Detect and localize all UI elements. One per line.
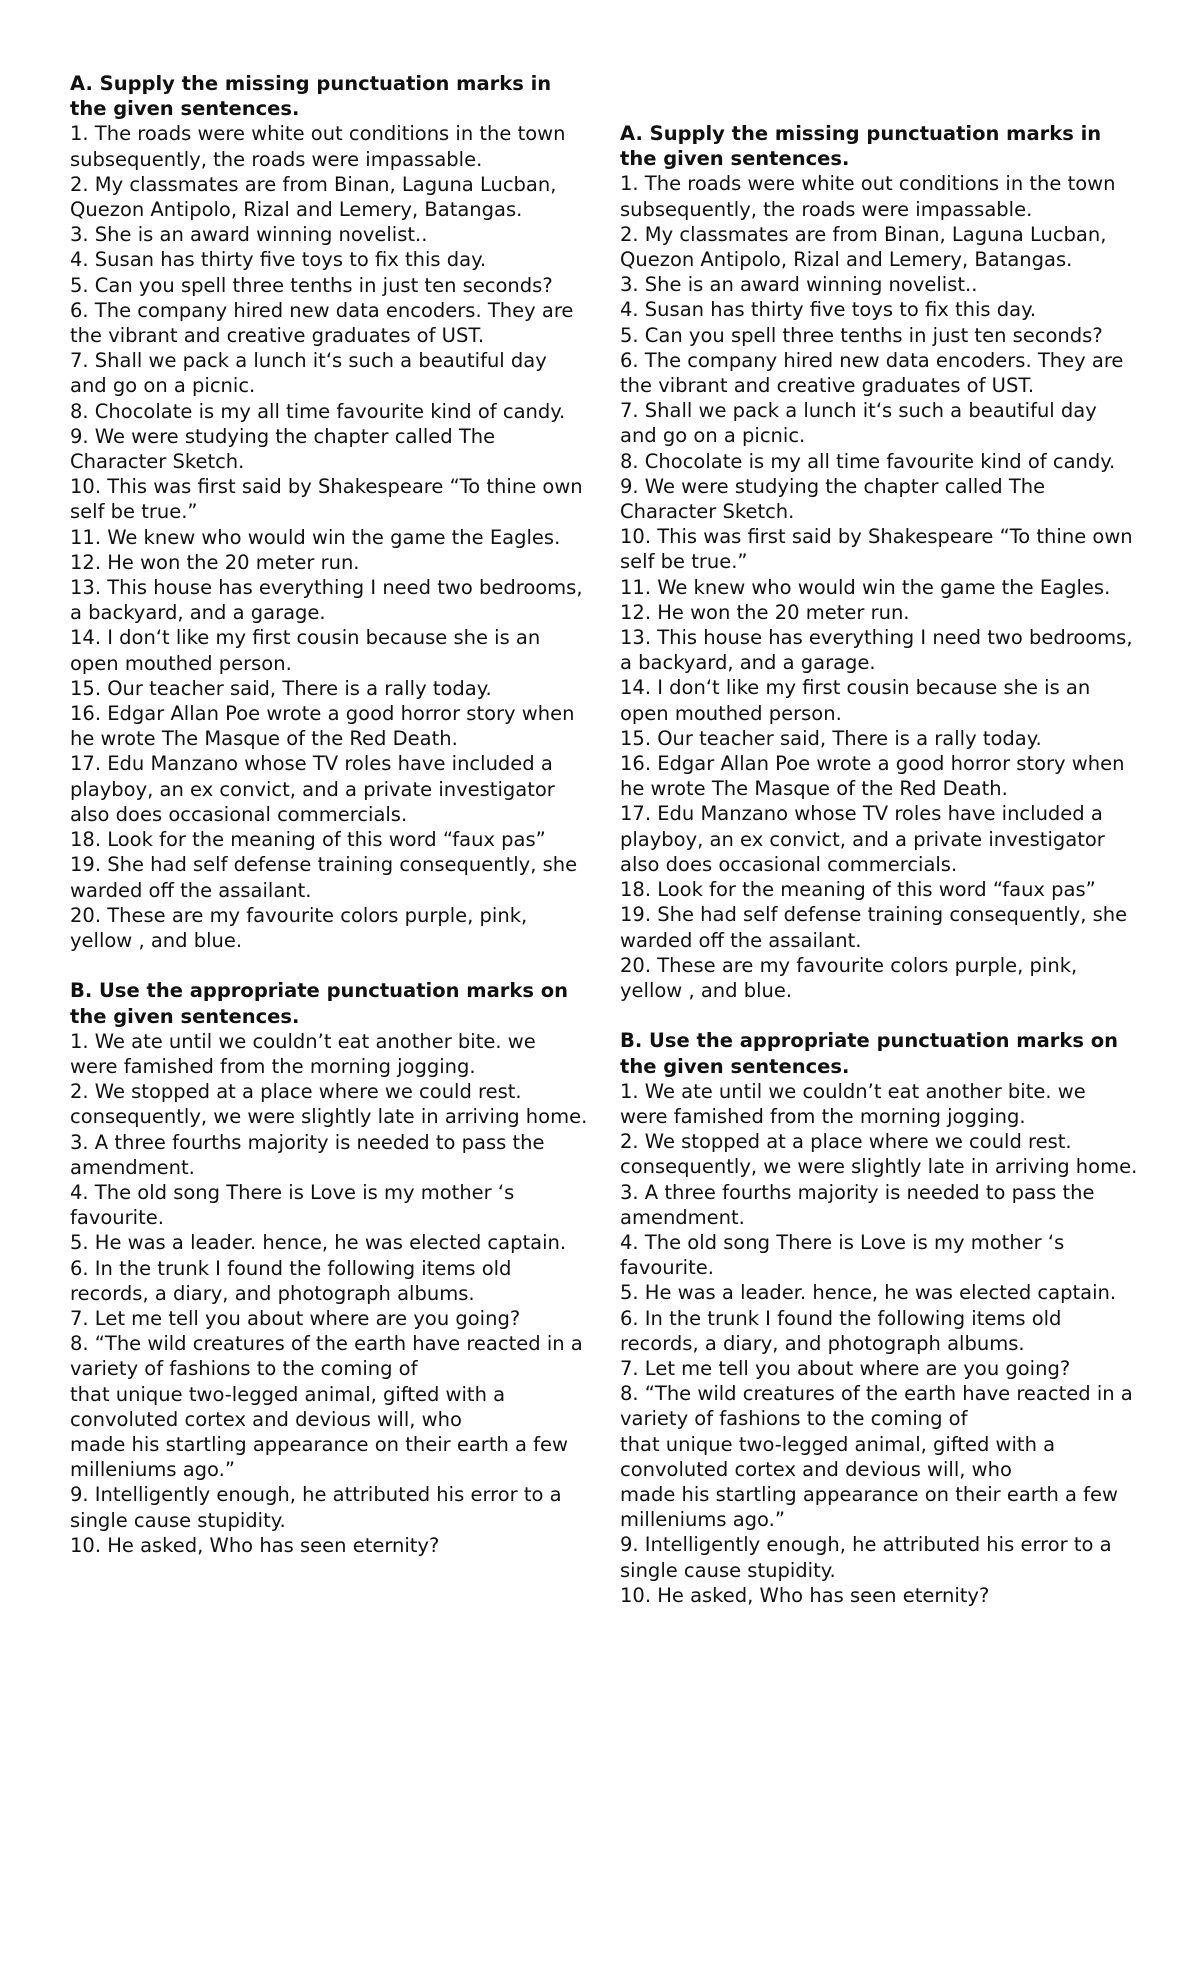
list-item: 18. Look for the meaning of this word “faux pas” xyxy=(620,878,1096,902)
list-item: 10. He asked, Who has seen eternity? xyxy=(70,1533,440,1557)
list-item: 9. Intelligently enough, he attributed his error to a single cause stupidity. xyxy=(70,1483,562,1532)
list-item: 19. She had self defense training consequently, she warded off the assailant. xyxy=(70,853,578,902)
list-item: 5. He was a leader. hence, he was elected captain. xyxy=(620,1281,1117,1305)
list-item: 1. The roads were white out conditions in the town subsequently, the roads were impassable. xyxy=(620,172,1116,221)
list-item: that unique two-legged animal, gifted with a convoluted cortex and devious will, who xyxy=(620,1432,1056,1481)
right-worksheet-column xyxy=(620,121,1138,1608)
list-item: 2. My classmates are from Binan, Laguna Lucban, Quezon Antipolo, Rizal and Lemery, Batangas. xyxy=(70,172,557,222)
list-item: 11. We knew who would win the game the Eagles. xyxy=(620,575,1111,599)
list-item: 5. Can you spell three tenths in just ten seconds? xyxy=(70,273,553,297)
section-b-list xyxy=(70,1029,588,1558)
list-item: 1. We ate until we couldn’t eat another bite. we were famished from the morning jogging. xyxy=(70,1029,536,1078)
list-item: 4. The old song There is Love is my mother ‘s favourite. xyxy=(70,1180,515,1230)
section-spacer xyxy=(70,953,588,978)
list-item: 19. She had self defense training consequently, she warded off the assailant. xyxy=(620,903,1128,952)
list-item: 1. We ate until we couldn’t eat another bite. we were famished from the morning jogging. xyxy=(620,1079,1086,1128)
list-item: 17. Edu Manzano whose TV roles have included a playboy, an ex convict, and a private investigator also does occasional commercials. xyxy=(620,802,1105,876)
list-item: that unique two-legged animal, gifted with a convoluted cortex and devious will, who xyxy=(70,1382,506,1431)
list-item: 7. Let me tell you about where are you going? xyxy=(620,1356,1071,1380)
list-item: 2. We stopped at a place where we could rest. consequently, we were slightly late in arriving home. xyxy=(70,1080,588,1129)
list-item: 3. She is an award winning novelist.. xyxy=(70,223,428,247)
list-item: 8. Chocolate is my all time favourite kind of candy. xyxy=(620,449,1116,473)
list-item: 14. I don‘t like my first cousin because she is an open mouthed person. xyxy=(620,676,1091,725)
list-item: 13. This house has everything I need two bedrooms, a backyard, and a garage. xyxy=(620,626,1133,675)
list-item: 18. Look for the meaning of this word “faux pas” xyxy=(70,828,546,852)
list-item: 6. The company hired new data encoders. They are the vibrant and creative graduates of UST. xyxy=(70,298,574,348)
list-item: 17. Edu Manzano whose TV roles have included a playboy, an ex convict, and a private investigator also does occasional commercials. xyxy=(70,752,555,826)
list-item: 13. This house has everything I need two bedrooms, a backyard, and a garage. xyxy=(70,576,583,625)
list-item: 9. We were studying the chapter called The Character Sketch. xyxy=(70,424,496,474)
list-item: 7. Let me tell you about where are you going? xyxy=(70,1306,521,1330)
list-item: 3. She is an award winning novelist.. xyxy=(620,273,978,297)
list-item: 15. Our teacher said, There is a rally today. xyxy=(70,676,492,700)
section-a-title: A. Supply the missing punctuation marks in the given sentences. xyxy=(620,122,1102,171)
list-item: 8. “The wild creatures of the earth have reacted in a variety of fashions to the coming of xyxy=(620,1382,1133,1431)
left-worksheet-column xyxy=(70,71,588,1558)
list-item: 12. He won the 20 meter run. xyxy=(70,550,360,574)
list-item: 11. We knew who would win the game the Eagles. xyxy=(70,525,561,549)
section-b-title: B. Use the appropriate punctuation marks on the given sentences. xyxy=(70,979,569,1028)
list-item: 20. These are my favourite colors purple, pink, yellow , and blue. xyxy=(70,903,528,952)
list-item: 9. Intelligently enough, he attributed his error to a single cause stupidity. xyxy=(620,1533,1112,1582)
list-item: 16. Edgar Allan Poe wrote a good horror story when he wrote The Masque of the Red Death. xyxy=(70,702,575,751)
section-spacer xyxy=(620,1003,1138,1028)
list-item: 2. We stopped at a place where we could rest. consequently, we were slightly late in arriving home. xyxy=(620,1130,1138,1179)
list-item: 6. The company hired new data encoders. They are the vibrant and creative graduates of UST. xyxy=(620,348,1124,398)
list-item: 16. Edgar Allan Poe wrote a good horror story when he wrote The Masque of the Red Death. xyxy=(620,752,1125,801)
list-item: 7. Shall we pack a lunch it‘s such a beautiful day and go on a picnic. xyxy=(70,349,547,398)
list-item: 3. A three fourths majority is needed to pass the amendment. xyxy=(620,1180,1095,1229)
list-item: 4. The old song There is Love is my mother ‘s favourite. xyxy=(620,1230,1065,1280)
list-item: 15. Our teacher said, There is a rally today. xyxy=(620,726,1042,750)
list-item: 20. These are my favourite colors purple, pink, yellow , and blue. xyxy=(620,953,1078,1002)
list-item: 1. The roads were white out conditions in the town subsequently, the roads were impassable. xyxy=(70,122,566,171)
section-a-list xyxy=(70,121,588,953)
list-item: 4. Susan has thirty five toys to fix this day. xyxy=(620,298,1037,322)
list-item: 8. Chocolate is my all time favourite kind of candy. xyxy=(70,399,566,423)
list-item: 8. “The wild creatures of the earth have reacted in a variety of fashions to the coming of xyxy=(70,1332,583,1381)
list-item: 14. I don‘t like my first cousin because she is an open mouthed person. xyxy=(70,626,541,675)
list-item: 4. Susan has thirty five toys to fix this day. xyxy=(70,248,487,272)
list-item: 7. Shall we pack a lunch it‘s such a beautiful day and go on a picnic. xyxy=(620,399,1097,448)
list-item: 10. This was first said by Shakespeare “To thine own self be true.” xyxy=(620,525,1133,574)
list-item: 10. This was first said by Shakespeare “To thine own self be true.” xyxy=(70,475,583,524)
section-a-title: A. Supply the missing punctuation marks in the given sentences. xyxy=(70,72,552,121)
section-b-list xyxy=(620,1079,1138,1608)
section-a-list xyxy=(620,171,1138,1003)
section-b-title: B. Use the appropriate punctuation marks on the given sentences. xyxy=(620,1029,1119,1078)
list-item: 2. My classmates are from Binan, Laguna Lucban, Quezon Antipolo, Rizal and Lemery, Batangas. xyxy=(620,222,1107,272)
list-item: made his startling appearance on their earth a few milleniums ago.” xyxy=(70,1432,568,1482)
list-item: 12. He won the 20 meter run. xyxy=(620,600,910,624)
list-item: 10. He asked, Who has seen eternity? xyxy=(620,1583,990,1607)
list-item: 5. Can you spell three tenths in just ten seconds? xyxy=(620,323,1103,347)
list-item: 5. He was a leader. hence, he was elected captain. xyxy=(70,1231,567,1255)
list-item: 6. In the trunk I found the following items old records, a diary, and photograph albums. xyxy=(620,1306,1062,1355)
list-item: 3. A three fourths majority is needed to pass the amendment. xyxy=(70,1130,545,1179)
list-item: 6. In the trunk I found the following items old records, a diary, and photograph albums. xyxy=(70,1256,512,1305)
list-item: made his startling appearance on their earth a few milleniums ago.” xyxy=(620,1482,1118,1532)
list-item: 9. We were studying the chapter called The Character Sketch. xyxy=(620,474,1046,524)
